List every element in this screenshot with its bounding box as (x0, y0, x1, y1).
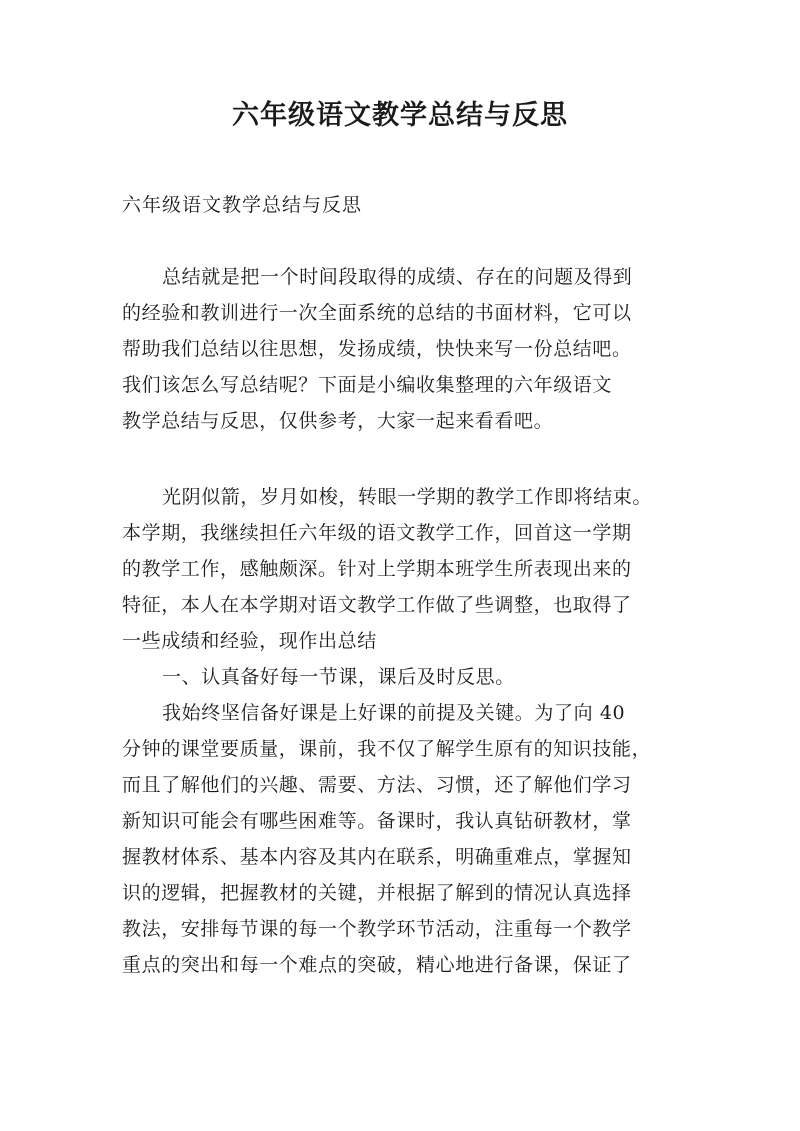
paragraph-line: 分钟的课堂要质量，课前，我不仅了解学生原有的知识技能， (122, 738, 652, 760)
document-title: 六年级语文教学总结与反思 (232, 100, 568, 131)
paragraph-line: 教法，安排每节课的每一个教学环节活动，注重每一个教学 (122, 918, 632, 940)
paragraph-line: 我始终坚信备好课是上好课的前提及关键。为了向 40 (162, 702, 626, 724)
paragraph-line: 我们该怎么写总结呢？下面是小编收集整理的六年级语文 (122, 374, 613, 396)
section-heading: 一、认真备好每一节课，课后及时反思。 (162, 666, 515, 688)
paragraph-line: 特征，本人在本学期对语文教学工作做了些调整，也取得了 (122, 594, 632, 616)
paragraph-line: 新知识可能会有哪些困难等。备课时，我认真钻研教材，掌 (122, 810, 632, 832)
paragraph-line: 的教学工作，感触颇深。针对上学期本班学生所表现出来的 (122, 558, 632, 580)
paragraph-line: 一些成绩和经验，现作出总结 (122, 630, 377, 652)
paragraph-line: 握教材体系、基本内容及其内在联系，明确重难点，掌握知 (122, 846, 632, 868)
document-subtitle: 六年级语文教学总结与反思 (122, 194, 363, 216)
paragraph-line: 的经验和教训进行一次全面系统的总结的书面材料，它可以 (122, 302, 632, 324)
paragraph-line: 本学期，我继续担任六年级的语文教学工作，回首这一学期 (122, 522, 632, 544)
paragraph-line: 教学总结与反思，仅供参考，大家一起来看看吧。 (122, 410, 554, 432)
paragraph-line: 总结就是把一个时间段取得的成绩、存在的问题及得到 (162, 266, 633, 288)
paragraph-line: 而且了解他们的兴趣、需要、方法、习惯，还了解他们学习 (122, 774, 632, 796)
paragraph-line: 帮助我们总结以往思想，发扬成绩，快快来写一份总结吧。 (122, 338, 632, 360)
paragraph-line: 重点的突出和每一个难点的突破，精心地进行备课，保证了 (122, 954, 632, 976)
paragraph-line: 识的逻辑，把握教材的关键，并根据了解到的情况认真选择 (122, 882, 632, 904)
paragraph-line: 光阴似箭，岁月如梭，转眼一学期的教学工作即将结束。 (162, 486, 653, 508)
